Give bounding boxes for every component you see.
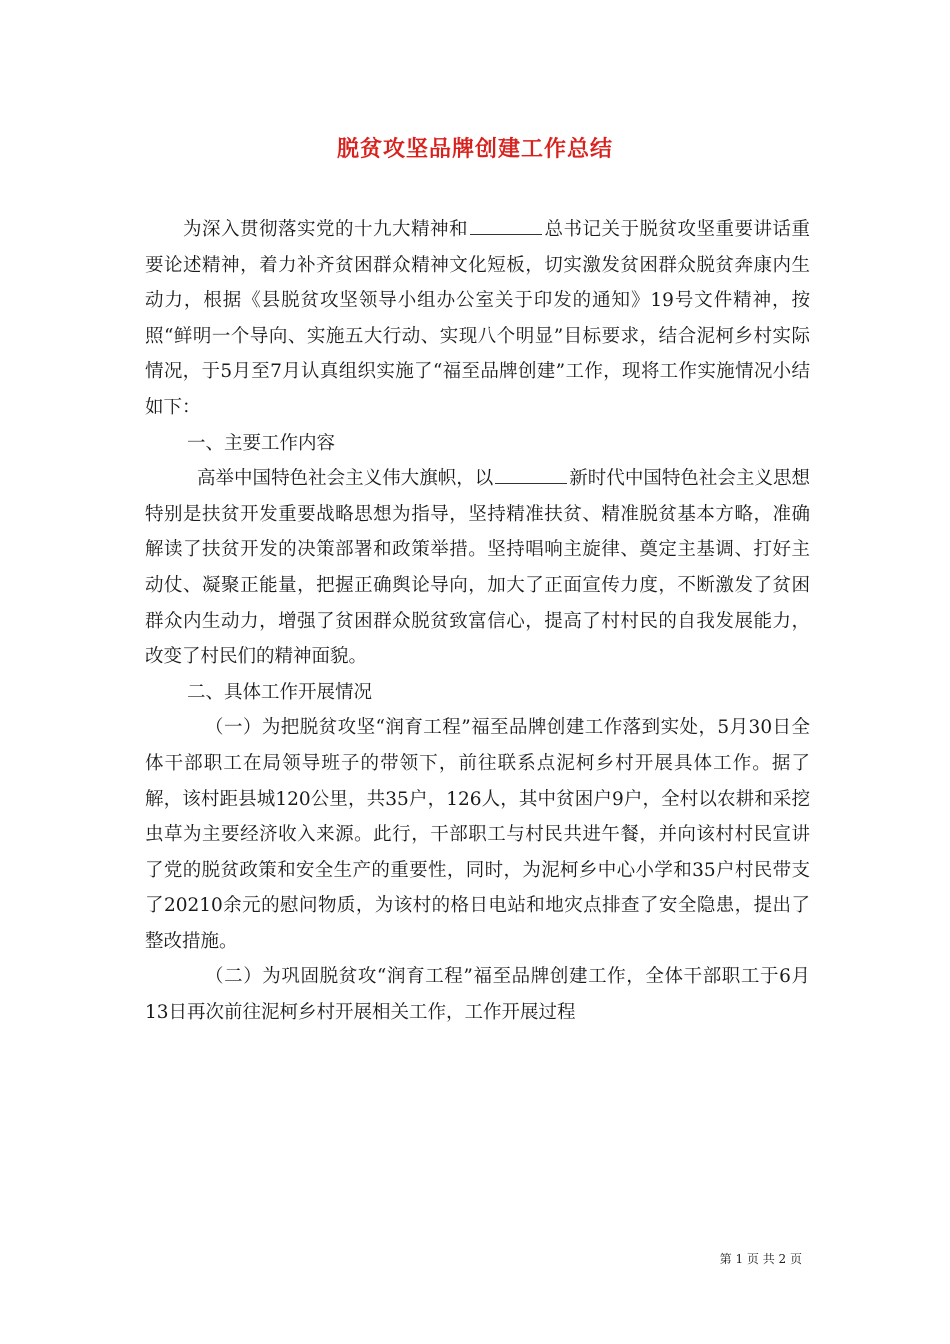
paragraph-intro-part2: 总书记关于脱贫攻坚重要讲话重要论述精神，着力补齐贫困群众精神文化短板，切实激发贫困群众脱贫奔康内生动力，根据《县脱贫攻坚领导小组办公室关于印发的通知》19号文件精神，按照“鲜明一个导向、实施五大行动、实现八个明显”目标要求，结合泥柯乡村实际情况，于5月至7月认真组织实施了“福至品牌创建”工作，现将工作实施情况小结如下： [145, 219, 810, 418]
document-title: 脱贫攻坚品牌创建工作总结 [336, 136, 613, 162]
section-heading-2: 二、具体工作开展情况 [187, 681, 373, 703]
paragraph-main-part2: 新时代中国特色社会主义思想特别是扶贫开发重要战略思想为指导，坚持精准扶贫、精准脱贫基本方略，准确解读了扶贫开发的决策部署和政策举措。坚持唱响主旋律、奠定主基调、打好主动仗、凝聚正能量，把握正确舆论导向，加大了正面宣传力度，不断激发了贫困群众内生动力，增强了贫困群众脱贫致富信心，提高了村村民的自我发展能力，改变了村民们的精神面貌。 [145, 468, 810, 668]
paragraph-item-2: （二）为巩固脱贫攻“润育工程”福至品牌创建工作，全体干部职工于6月13日再次前往泥柯乡村开展相关工作，工作开展过程 [145, 966, 810, 1024]
document-body [145, 212, 810, 1031]
page-number-footer: 第 1 页 共 2 页 [719, 1252, 802, 1266]
paragraph-intro-part1: 为深入贯彻落实党的十九大精神和 [183, 219, 468, 240]
blank-line [495, 465, 567, 484]
section-heading-1: 一、主要工作内容 [187, 432, 336, 454]
paragraph-main-part1: 高举中国特色社会主义伟大旗帜，以 [197, 468, 494, 490]
paragraph-intro [145, 212, 810, 426]
paragraph-item-1: （一）为把脱贫攻坚“润育工程”福至品牌创建工作落到实处，5月30日全体干部职工在局领导班子的带领下，前往联系点泥柯乡村开展具体工作。据了解，该村距县城120公里，共35户，126人，其中贫困户9户，全村以农耕和采挖虫草为主要经济收入来源。此行，干部职工与村民共进午餐，并向该村村民宣讲了党的脱贫政策和安全生产的重要性，同时，为泥柯乡中心小学和35户村民带支了20210余元的慰问物质，为该村的格日电站和地灾点排查了安全隐患，提出了整改措施。 [145, 717, 810, 952]
paragraph-main-content [145, 461, 810, 675]
blank-line [470, 216, 542, 235]
